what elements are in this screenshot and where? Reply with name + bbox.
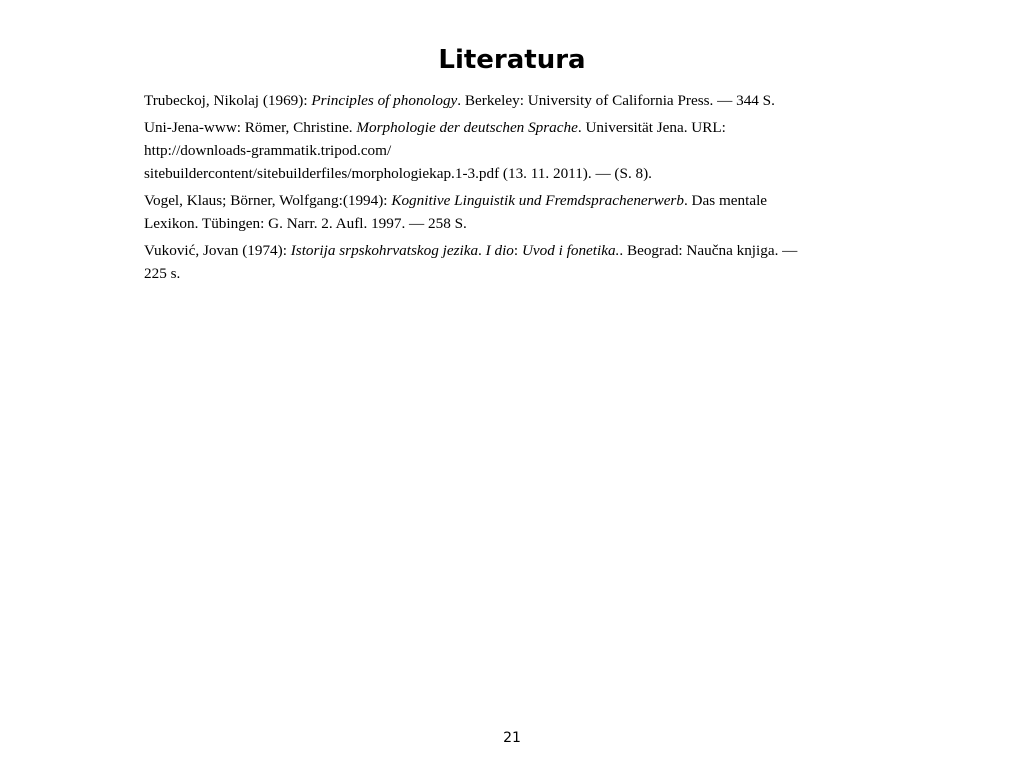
reference-author: Vogel, Klaus; Börner, Wolfgang:(1994): bbox=[144, 192, 392, 209]
reference-url-line: http://downloads-grammatik.tripod.com/ bbox=[144, 142, 392, 159]
reference-work-title: Morphologie der deutschen Sprache bbox=[356, 119, 578, 136]
reference-line bbox=[144, 239, 834, 262]
reference-separator: . bbox=[478, 242, 486, 259]
reference-uni-jena bbox=[144, 116, 834, 185]
reference-line bbox=[144, 116, 834, 139]
reference-vogel bbox=[144, 189, 834, 235]
reference-line: 225 s. bbox=[144, 265, 181, 282]
reference-author: Vuković, Jovan (1974): bbox=[144, 242, 291, 259]
reference-trubeckoj bbox=[144, 89, 834, 112]
reference-work-title: Principles of phonology bbox=[311, 92, 458, 109]
reference-author: Uni-Jena-www: Römer, Christine. bbox=[144, 119, 357, 136]
reference-line bbox=[144, 189, 834, 212]
reference-work-title: Kognitive Linguistik und Fremdsprachenerwerb bbox=[391, 192, 684, 209]
reference-url-line: sitebuildercontent/sitebuilderfiles/morphologiekap.1-3.pdf (13. 11. 2011). — (S. 8). bbox=[144, 165, 652, 182]
reference-publisher: . Beograd: Naučna knjiga. — bbox=[619, 242, 798, 259]
reference-volume: I dio bbox=[485, 242, 514, 259]
reference-separator: : bbox=[513, 242, 522, 259]
reference-vukovic bbox=[144, 239, 834, 285]
reference-work-title: Istorija srpskohrvatskog jezika bbox=[290, 242, 479, 259]
reference-subtitle: Uvod i fonetika. bbox=[521, 242, 620, 259]
reference-publisher: . Das mentale bbox=[683, 192, 768, 209]
page-title: Literatura bbox=[438, 45, 586, 75]
reference-list bbox=[144, 89, 834, 289]
page-number: 21 bbox=[503, 730, 521, 746]
reference-line: Lexikon. Tübingen: G. Narr. 2. Aufl. 1997. — 258 S. bbox=[144, 215, 467, 232]
reference-publisher: . Berkeley: University of California Press. — 344 S. bbox=[457, 92, 775, 109]
reference-line bbox=[144, 89, 834, 112]
reference-publisher: . Universität Jena. URL: bbox=[577, 119, 726, 136]
reference-author: Trubeckoj, Nikolaj (1969): bbox=[144, 92, 312, 109]
